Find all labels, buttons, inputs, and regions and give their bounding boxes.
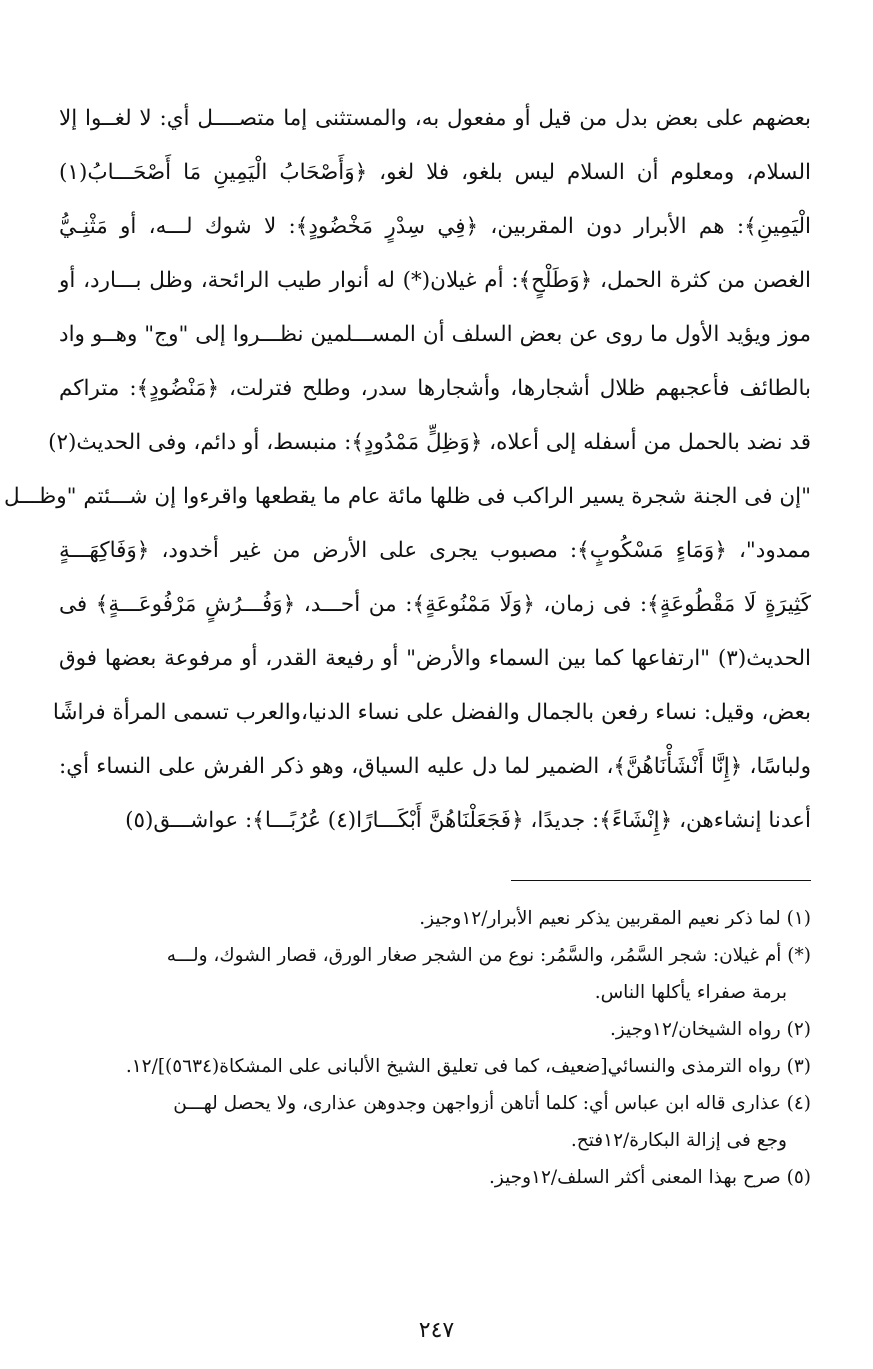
text-line: ممدود"، ﴿وَمَاءٍ مَسْكُوبٍ﴾: مصبوب يجرى على الأرض من غير أخدود، ﴿وَفَاكِهَـــةٍ (59, 538, 811, 563)
footnote-separator (511, 880, 811, 881)
footnote-line: (٣) رواه الترمذى والنسائي[ضعيف، كما فى تعليق الشيخ الألبانى على المشكاة(٥٦٣٤)]/١٢. (125, 1056, 811, 1077)
text-line: بالطائف فأعجبهم ظلال أشجارها، وأشجارها سدر، وطلح فترلت، ﴿مَنْضُودٍ﴾: متراكم (59, 376, 811, 401)
footnote-line: (٤) عذارى قاله ابن عباس أي: كلما أتاهن أزواجهن وجدوهن عذارى، ولا يحصل لهـــن (173, 1093, 811, 1114)
footnote-line: (١) لما ذكر نعيم المقربين يذكر نعيم الأبرار/١٢وجيز. (419, 908, 811, 929)
text-line: بعضهم على بعض بدل من قيل أو مفعول به، والمستثنى إما متصــــل أي: لا لغــوا إلا (59, 106, 811, 131)
page-number: ٢٤٧ (418, 1318, 455, 1343)
text-line: بعض، وقيل: نساء رفعن بالجمال والفضل على نساء الدنيا،والعرب تسمى المرأة فراشًا (52, 700, 811, 725)
text-line: السلام، ومعلوم أن السلام ليس بلغو، فلا لغو، ﴿وَأَصْحَابُ الْيَمِينِ مَا أَصْحَـــابُ(١) (59, 160, 811, 185)
footnote-line: وجع فى إزالة البكارة/١٢فتح. (570, 1130, 787, 1151)
text-line: الْيَمِينِ﴾: هم الأبرار دون المقربين، ﴿فِي سِدْرٍ مَخْضُودٍ﴾: لا شوك لـــه، أو مَثْنِـيُّ (59, 214, 811, 239)
text-line: أعدنا إنشاءهن، ﴿إِنْشَاءً﴾: جديدًا، ﴿فَجَعَلْنَاهُنَّ أَبْكَـــارًا(٤) عُرُبًـــا﴾: عواشـــق(٥) (125, 808, 811, 833)
text-line: ولباسًا، ﴿إِنَّا أَنْشَأْنَاهُنَّ﴾، الضمير لما دل عليه السياق، وهو ذكر الفرش على النساء أي: (59, 754, 811, 779)
text-line: الغصن من كثرة الحمل، ﴿وَطَلْحٍ﴾: أم غيلان(*) له أنوار طيب الرائحة، وظل بـــارد، أو (59, 268, 811, 293)
main-text (3, 92, 811, 848)
text-line: قد نضد بالحمل من أسفله إلى أعلاه، ﴿وَظِلٍّ مَمْدُودٍ﴾: منبسط، أو دائم، وفى الحديث(٢) (48, 430, 811, 455)
footnotes (59, 900, 811, 1196)
footnote-line: (*) أم غيلان: شجر السَّمُر، والسَّمُر: نوع من الشجر صغار الورق، قصار الشوك، ولـــه (166, 945, 811, 966)
text-line: الحديث(٣) "ارتفاعها كما بين السماء والأرض" أو رفيعة القدر، أو مرفوعة بعضها فوق (59, 646, 811, 671)
text-line: كَثِيرَةٍ لَا مَقْطُوعَةٍ﴾: فى زمان، ﴿وَلَا مَمْنُوعَةٍ﴾: من أحـــد، ﴿وَفُـــرُشٍ مَرْفُوعَـــةٍ﴾ فى (59, 592, 811, 617)
footnote-line: (٥) صرح بهذا المعنى أكثر السلف/١٢وجيز. (488, 1167, 811, 1188)
footnote-line: برمة صفراء يأكلها الناس. (594, 982, 787, 1003)
footnote-line: (٢) رواه الشيخان/١٢وجيز. (609, 1019, 811, 1040)
text-line: موز ويؤيد الأول ما روى عن بعض السلف أن المســـلمين نظـــروا إلى "وج" وهــو واد (59, 322, 811, 347)
text-line: "إن فى الجنة شجرة يسير الراكب فى ظلها مائة عام ما يقطعها واقرءوا إن شـــئتم "وظـــل (3, 484, 811, 509)
